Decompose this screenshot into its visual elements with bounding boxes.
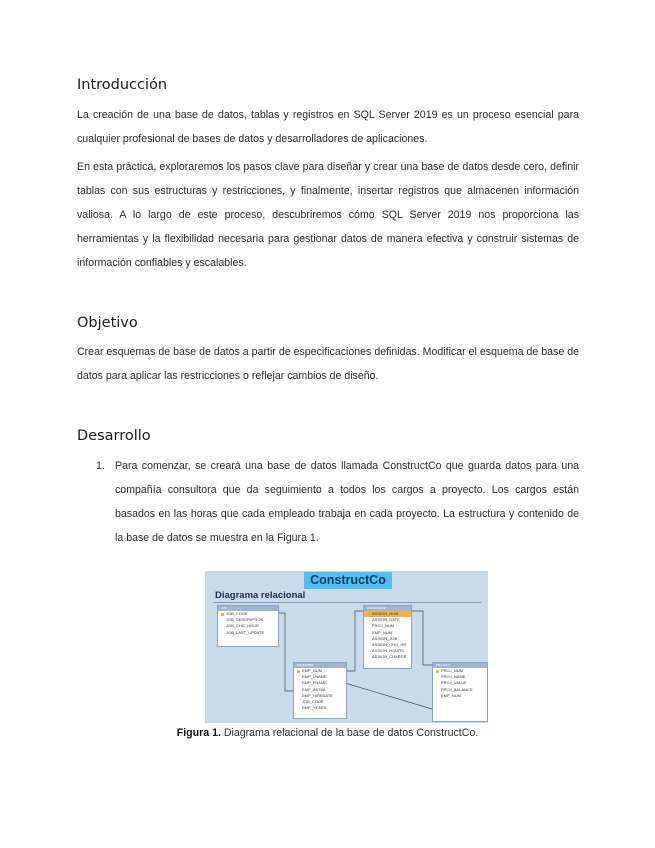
development-heading: Desarrollo: [77, 428, 151, 444]
table-column: JOB_LAST_UPDATE: [226, 629, 265, 635]
table-column: ASSIGN_JOB: [372, 635, 398, 641]
table-column: JOB_CODE: [218, 611, 278, 617]
table-column: EMP_NUM: [441, 692, 462, 698]
list-item-text: Para comenzar, se creará una base de datos llamada ConstructCo que guarda datos para una compañía consultora que da seguimiento a todos los cargos a proyecto. Los cargos están basados en las horas que cada empleado trabaja en cada proyecto. La estructura y contenido de la base de datos se muestra en la Figura 1.: [115, 460, 579, 544]
objective-heading: Objetivo: [77, 315, 138, 331]
table-employee: [293, 662, 347, 719]
table-column: PROJ_VALUE: [441, 680, 467, 686]
table-project-name: PROJECT: [433, 663, 487, 668]
table-column: EMP_NUM: [294, 668, 346, 674]
table-column: EMP_HIREDATE: [302, 692, 333, 698]
table-column: EMP_YEARS: [302, 705, 327, 711]
intro-paragraph-2: En esta práctica, exploraremos los pasos clave para diseñar y crear una base de datos desde cero, definir tablas con sus estructuras y restricciones, y finalmente, insertar registros que almacenen información valiosa. A lo largo de este proceso, descubriremos cómo SQL Server 2019 nos proporciona las herramientas y la flexibilidad necesaria para gestionar datos de manera efectiva y construir sistemas de información confiables y escalables.: [77, 161, 579, 269]
table-column: PROJ_NAME: [441, 674, 466, 680]
table-column: ASSIGN_HOURS: [372, 648, 404, 654]
table-column: PROJ_NUM: [433, 668, 487, 674]
table-column: ASSIGN_CHARGE: [372, 654, 407, 660]
table-column: PROJ_BALANCE: [441, 686, 473, 692]
table-job-name: JOB: [218, 606, 278, 611]
figure-caption-text: Diagrama relacional de la base de datos ConstructCo.: [220, 727, 479, 739]
table-project: [432, 662, 488, 722]
table-column: ASSIGN_DATE: [372, 617, 400, 623]
table-assignment: [363, 605, 412, 669]
table-column: JOB_CODE: [302, 699, 324, 705]
table-employee-name: EMPLOYEE: [294, 663, 346, 668]
table-job: [217, 605, 279, 647]
table-column: EMP_LNAME: [302, 674, 327, 680]
figure-subtitle: Diagrama relacional: [215, 590, 306, 601]
list-item-number: 1.: [96, 460, 105, 472]
table-column: EMP_INITIAL: [302, 686, 327, 692]
relational-diagram-figure: [205, 571, 488, 723]
figure-title: ConstructCo: [304, 572, 392, 589]
table-column: ASSIGN_NUM: [364, 611, 411, 617]
table-column: JOB_CHG_HOUR: [226, 623, 259, 629]
table-column: EMP_FNAME: [302, 680, 327, 686]
table-assignment-name: ASSIGNMENT: [364, 606, 411, 611]
intro-heading: Introducción: [77, 77, 168, 93]
table-column: EMP_NUM: [372, 629, 393, 635]
table-column: JOB_DESCRIPTION: [226, 617, 264, 623]
objective-paragraph: Crear esquemas de base de datos a partir de especificaciones definidas. Modificar el esquema de base de datos para aplicar las restricciones o reflejar cambios de diseño.: [77, 346, 579, 382]
figure-caption-label: Figura 1.: [176, 727, 221, 739]
table-column: PROJ_NUM: [372, 623, 395, 629]
figure-caption: [0, 727, 655, 739]
intro-paragraph-1: La creación de una base de datos, tablas y registros en SQL Server 2019 es un proceso esencial para cualquier profesional de bases de datos y desarrolladores de aplicaciones.: [77, 109, 579, 145]
table-column: ASSIGN_CHG_HR: [372, 642, 407, 648]
